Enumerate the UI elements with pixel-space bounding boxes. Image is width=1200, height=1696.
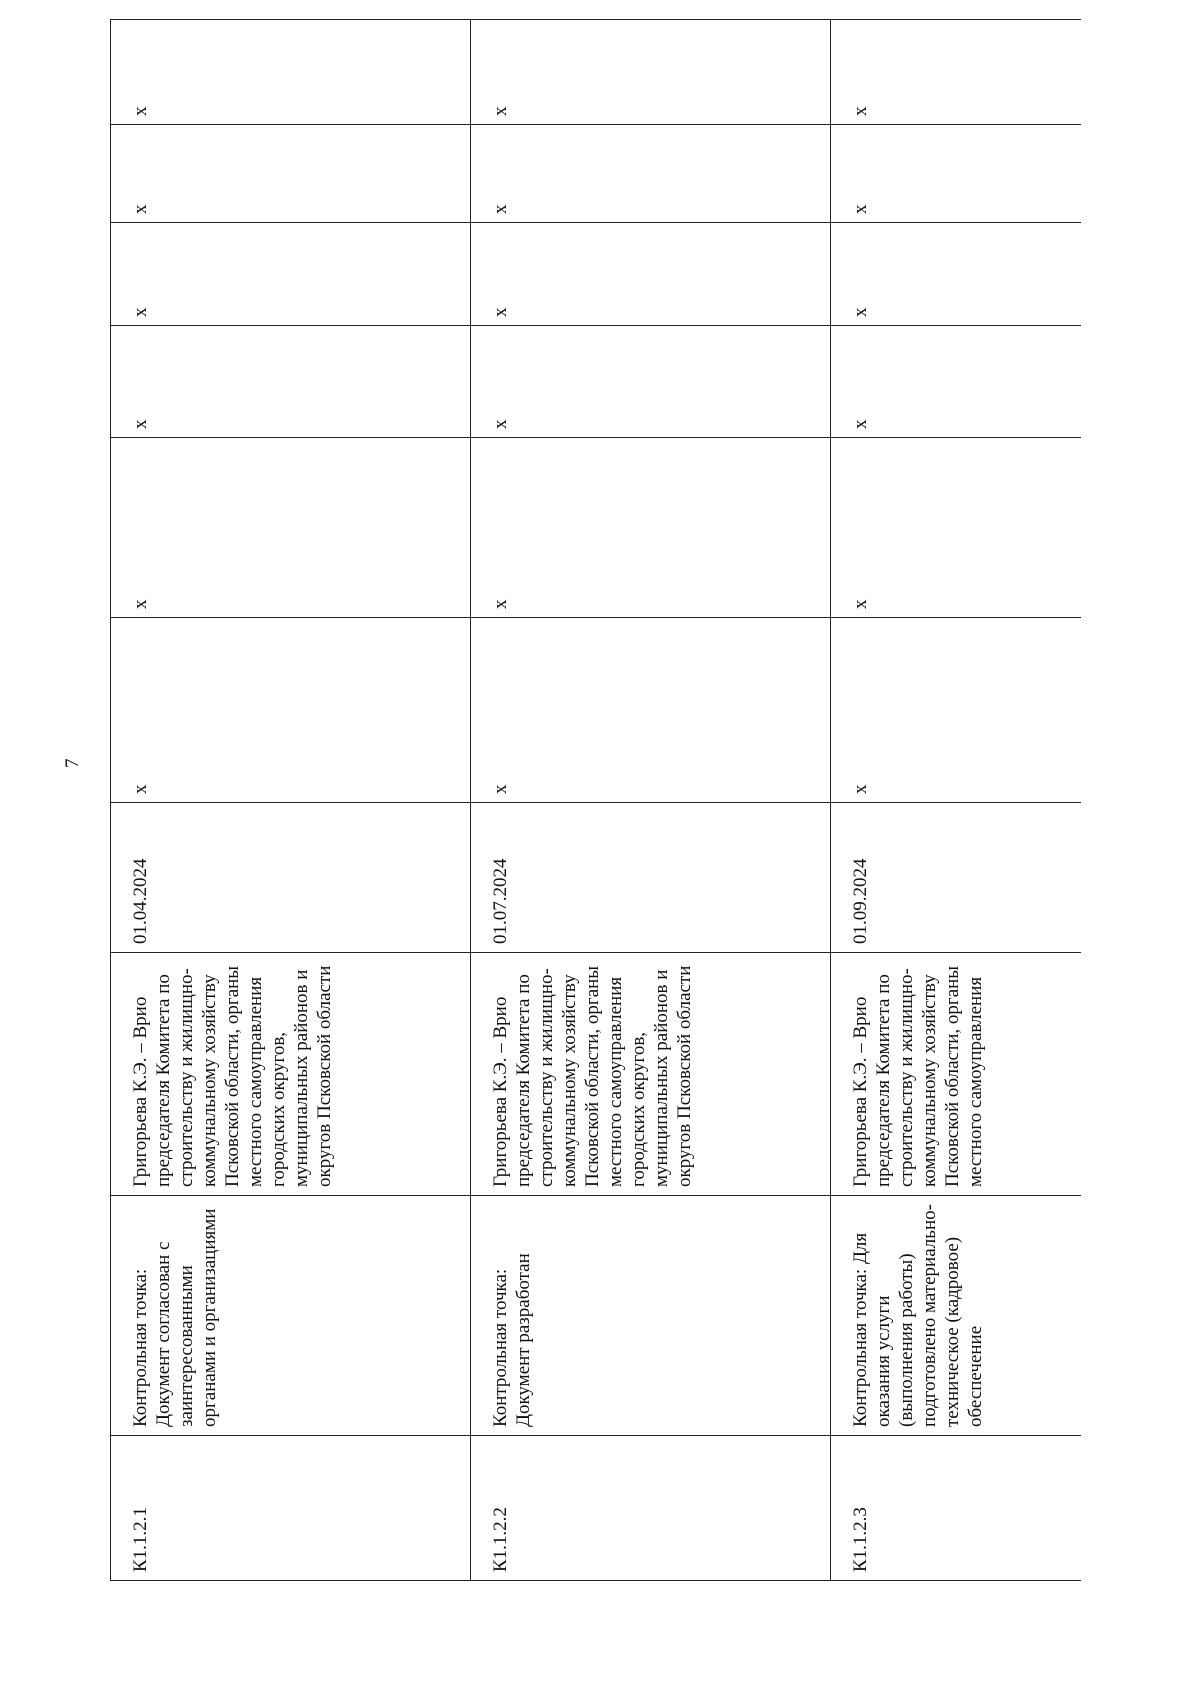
row-mark: х — [831, 326, 1081, 438]
row-mark: х — [471, 618, 831, 803]
row-mark: х — [471, 20, 831, 125]
row-mark: х — [471, 125, 831, 223]
table-row — [471, 20, 831, 1581]
row-mark: х — [471, 326, 831, 438]
row-mark: х — [111, 125, 471, 223]
row-mark: х — [111, 326, 471, 438]
row-responsible: Григорьева К.Э. – Врио председателя Комитета по строительству и жилищно-коммунальному хозяйству Псковской области, органы местного самоуправления городских округов, муниципальных районов и округов Псковской области — [111, 953, 471, 1196]
control-points-table — [110, 19, 1081, 1581]
row-mark: х — [471, 223, 831, 326]
table-row — [831, 20, 1081, 1581]
row-description: Контрольная точка: Документ согласован с заинтересованными органами и организациями — [111, 1196, 471, 1436]
row-mark: х — [831, 20, 1081, 125]
row-description: Контрольная точка: Документ разработан — [471, 1196, 831, 1436]
row-mark: х — [831, 223, 1081, 326]
row-description: Контрольная точка: Для оказания услуги (выполнения работы) подготовлено материально-техническое (кадровое) обеспечение — [831, 1196, 1081, 1436]
row-code: К1.1.2.2 — [471, 1436, 831, 1581]
row-mark: х — [831, 125, 1081, 223]
row-code: К1.1.2.1 — [111, 1436, 471, 1581]
row-mark: х — [111, 438, 471, 618]
row-responsible: Григорьева К.Э. – Врио председателя Комитета по строительству и жилищно-коммунальному хозяйству Псковской области, органы местного самоуправления — [831, 953, 1081, 1196]
row-mark: х — [111, 618, 471, 803]
row-mark: х — [831, 438, 1081, 618]
row-mark: х — [111, 223, 471, 326]
row-date: 01.09.2024 — [831, 803, 1081, 953]
row-mark: х — [471, 438, 831, 618]
row-code: К1.1.2.3 — [831, 1436, 1081, 1581]
row-responsible: Григорьева К.Э. – Врио председателя Комитета по строительству и жилищно-коммунальному хозяйству Псковской области, органы местного самоуправления городских округов, муниципальных районов и округов Псковской области — [471, 953, 831, 1196]
table-row — [111, 20, 471, 1581]
row-mark: х — [831, 618, 1081, 803]
row-date: 01.07.2024 — [471, 803, 831, 953]
row-mark: х — [111, 20, 471, 125]
row-date: 01.04.2024 — [111, 803, 471, 953]
page-number: 7 — [62, 758, 83, 768]
